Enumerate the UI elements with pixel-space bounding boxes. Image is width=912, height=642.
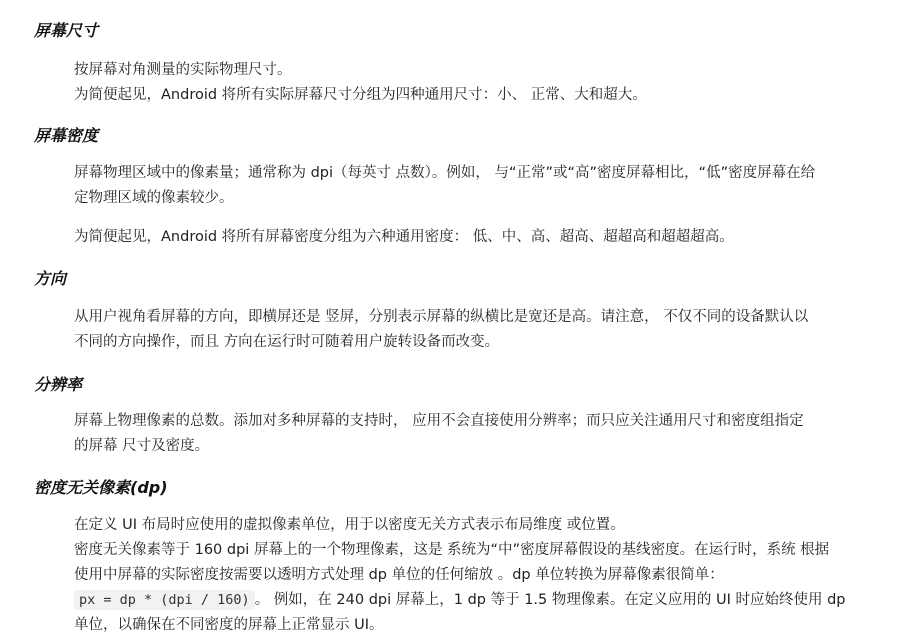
term-resolution: 分辨率 bbox=[34, 375, 83, 394]
term-screen-size: 屏幕尺寸 bbox=[34, 21, 99, 40]
term-screen-density: 屏幕密度 bbox=[34, 126, 99, 145]
definition-resolution bbox=[74, 409, 892, 459]
text-line: 为简便起见，Android 将所有实际屏幕尺寸分组为四种通用尺寸：小、 正常、大和超大。 bbox=[74, 87, 647, 103]
formula-line bbox=[74, 588, 892, 613]
definition-screen-size bbox=[74, 58, 892, 108]
text-line: 屏幕上物理像素的总数。添加对多种屏幕的支持时， 应用不会直接使用分辨率；而只应关注通用尺寸和密度组指定 bbox=[74, 413, 804, 429]
term-orientation: 方向 bbox=[34, 269, 67, 288]
text-line: 密度无关像素等于 160 dpi 屏幕上的一个物理像素，这是 系统为“中”密度屏幕假设的基线密度。在运行时，系统 根据 bbox=[74, 542, 830, 558]
definition-orientation bbox=[74, 305, 892, 355]
text-line: 单位，以确保在不同密度的屏幕上正常显示 UI。 bbox=[74, 617, 384, 633]
text-line: 从用户视角看屏幕的方向，即横屏还是 竖屏，分别表示屏幕的纵横比是宽还是高。请注意， 不仅不同的设备默认以 bbox=[74, 309, 809, 325]
text-line: 屏幕物理区域中的像素量；通常称为 dpi（每英寸 点数）。例如， 与“正常”或“高”密度屏幕相比，“低”密度屏幕在给 bbox=[74, 165, 816, 181]
text-line: 在定义 UI 布局时应使用的虚拟像素单位，用于以密度无关方式表示布局维度 或位置。 bbox=[74, 517, 625, 533]
text-line: 的屏幕 尺寸及密度。 bbox=[74, 438, 210, 454]
definition-screen-density bbox=[74, 161, 892, 211]
definition-screen-density-groups bbox=[74, 225, 892, 250]
text-line: 使用中屏幕的实际密度按需要以透明方式处理 dp 单位的任何缩放 。dp 单位转换为屏幕像素很简单： bbox=[74, 567, 724, 583]
formula-code: px = dp * (dpi / 160) bbox=[74, 590, 255, 610]
term-density-independent-pixel: 密度无关像素(dp) bbox=[34, 478, 168, 497]
text-line: 不同的方向操作，而且 方向在运行时可随着用户旋转设备而改变。 bbox=[74, 334, 500, 350]
definition-density-independent-pixel bbox=[74, 513, 892, 638]
text-line: 定物理区域的像素较少。 bbox=[74, 190, 234, 206]
formula-explanation: 。 例如，在 240 dpi 屏幕上，1 dp 等于 1.5 物理像素。在定义应用的 UI 时应始终使用 dp bbox=[254, 592, 846, 608]
text-line: 按屏幕对角测量的实际物理尺寸。 bbox=[74, 62, 292, 78]
text-line: 为简便起见，Android 将所有屏幕密度分组为六种通用密度： 低、中、高、超高、超超高和超超超高。 bbox=[74, 229, 734, 245]
